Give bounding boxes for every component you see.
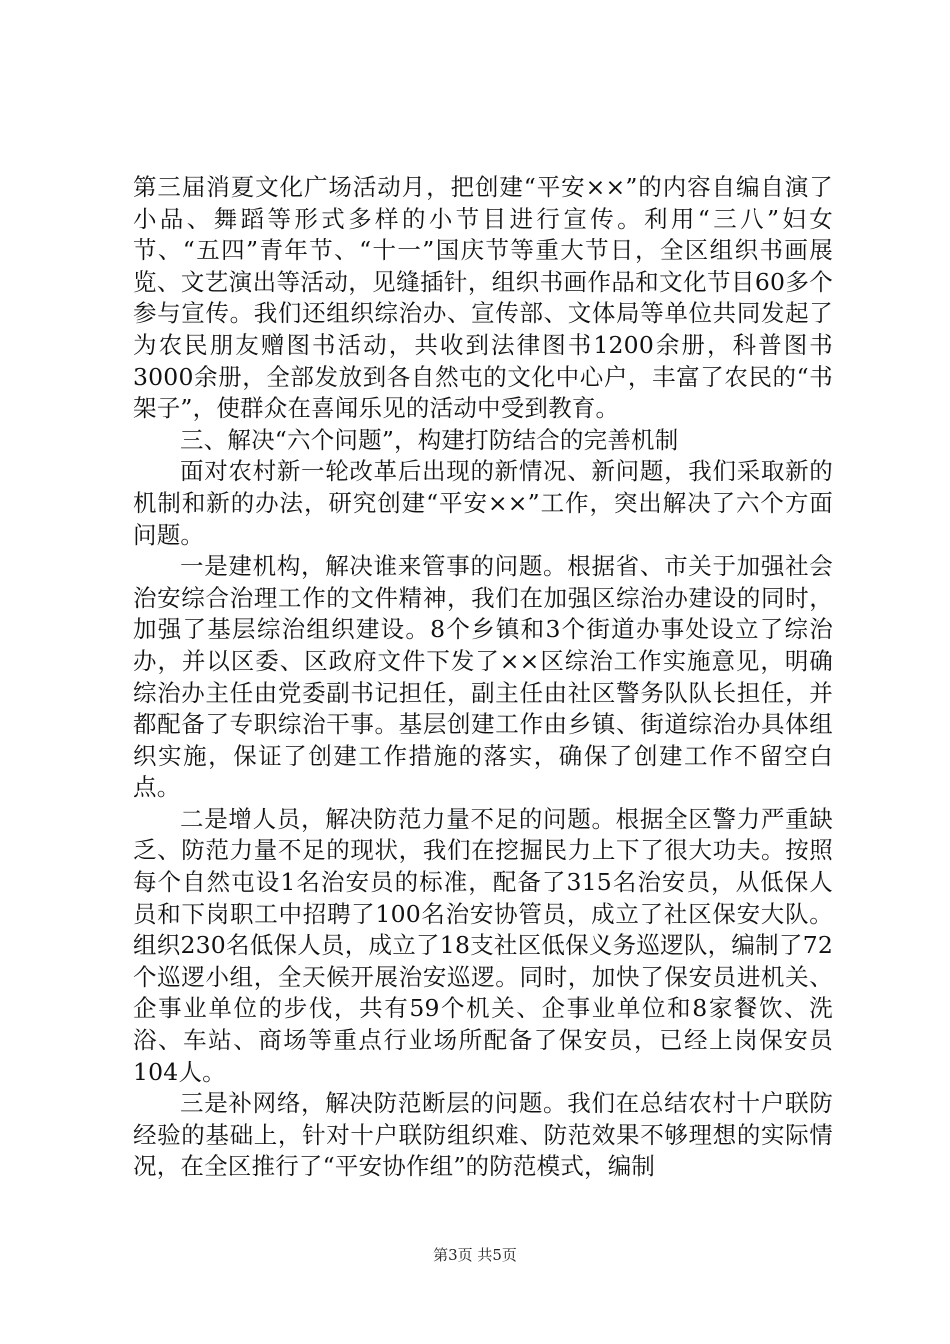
paragraph-cultural-activities: 第三届消夏文化广场活动月，把创建“平安××”的内容自编自演了小品、舞蹈等形式多样的小节目进行宣传。利用“三八”妇女节、“五四”青年节、“十一”国庆节等重大节日，全区组织书画展览、文艺演出等活动，见缝插针，组织书画作品和文化节目60多个参与宣传。我们还组织综治办、宣传部、文体局等单位共同发起了为农民朋友赠图书活动，共收到法律图书1200余册，科普图书3000余册，全部发放到各自然屯的文化中心户，丰富了农民的“书架子”，使群众在喜闻乐见的活动中受到教育。	[133, 173, 833, 423]
section-heading-six-problems: 三、解决“六个问题”，构建打防结合的完善机制	[180, 425, 679, 454]
page-number-footer: 第3页 共5页	[433, 1246, 517, 1264]
paragraph-build-institutions: 一是建机构，解决谁来管事的问题。根据省、市关于加强社会治安综合治理工作的文件精神，我们在加强区综治办建设的同时，加强了基层综治组织建设。8个乡镇和3个街道办事处设立了综治办，并以区委、区政府文件下发了××区综治工作实施意见，明确综治办主任由党委副书记担任，副主任由社区警务队队长担任，并都配备了专职综治干事。基层创建工作由乡镇、街道综治办具体组织实施，保证了创建工作措施的落实，确保了创建工作不留空白点。	[133, 552, 833, 802]
paragraph-add-personnel: 二是增人员，解决防范力量不足的问题。根据全区警力严重缺乏、防范力量不足的现状，我们在挖掘民力上下了很大功夫。按照每个自然屯设1名治安员的标准，配备了315名治安员，从低保人员和下岗职工中招聘了100名治安协管员，成立了社区保安大队。组织230名低保人员，成立了18支社区低保义务巡逻队，编制了72个巡逻小组，全天候开展治安巡逻。同时，加快了保安员进机关、企事业单位的步伐，共有59个机关、企事业单位和8家餐饮、洗浴、车站、商场等重点行业场所配备了保安员，已经上岗保安员104人。	[133, 804, 833, 1086]
paragraph-fill-network: 三是补网络，解决防范断层的问题。我们在总结农村十户联防经验的基础上，针对十户联防组织难、防范效果不够理想的实际情况，在全区推行了“平安协作组”的防范模式，编制	[133, 1089, 833, 1181]
document-body	[133, 172, 833, 1183]
paragraph-new-mechanism: 面对农村新一轮改革后出现的新情况、新问题，我们采取新的机制和新的办法，研究创建“平安××”工作，突出解决了六个方面问题。	[133, 457, 833, 549]
